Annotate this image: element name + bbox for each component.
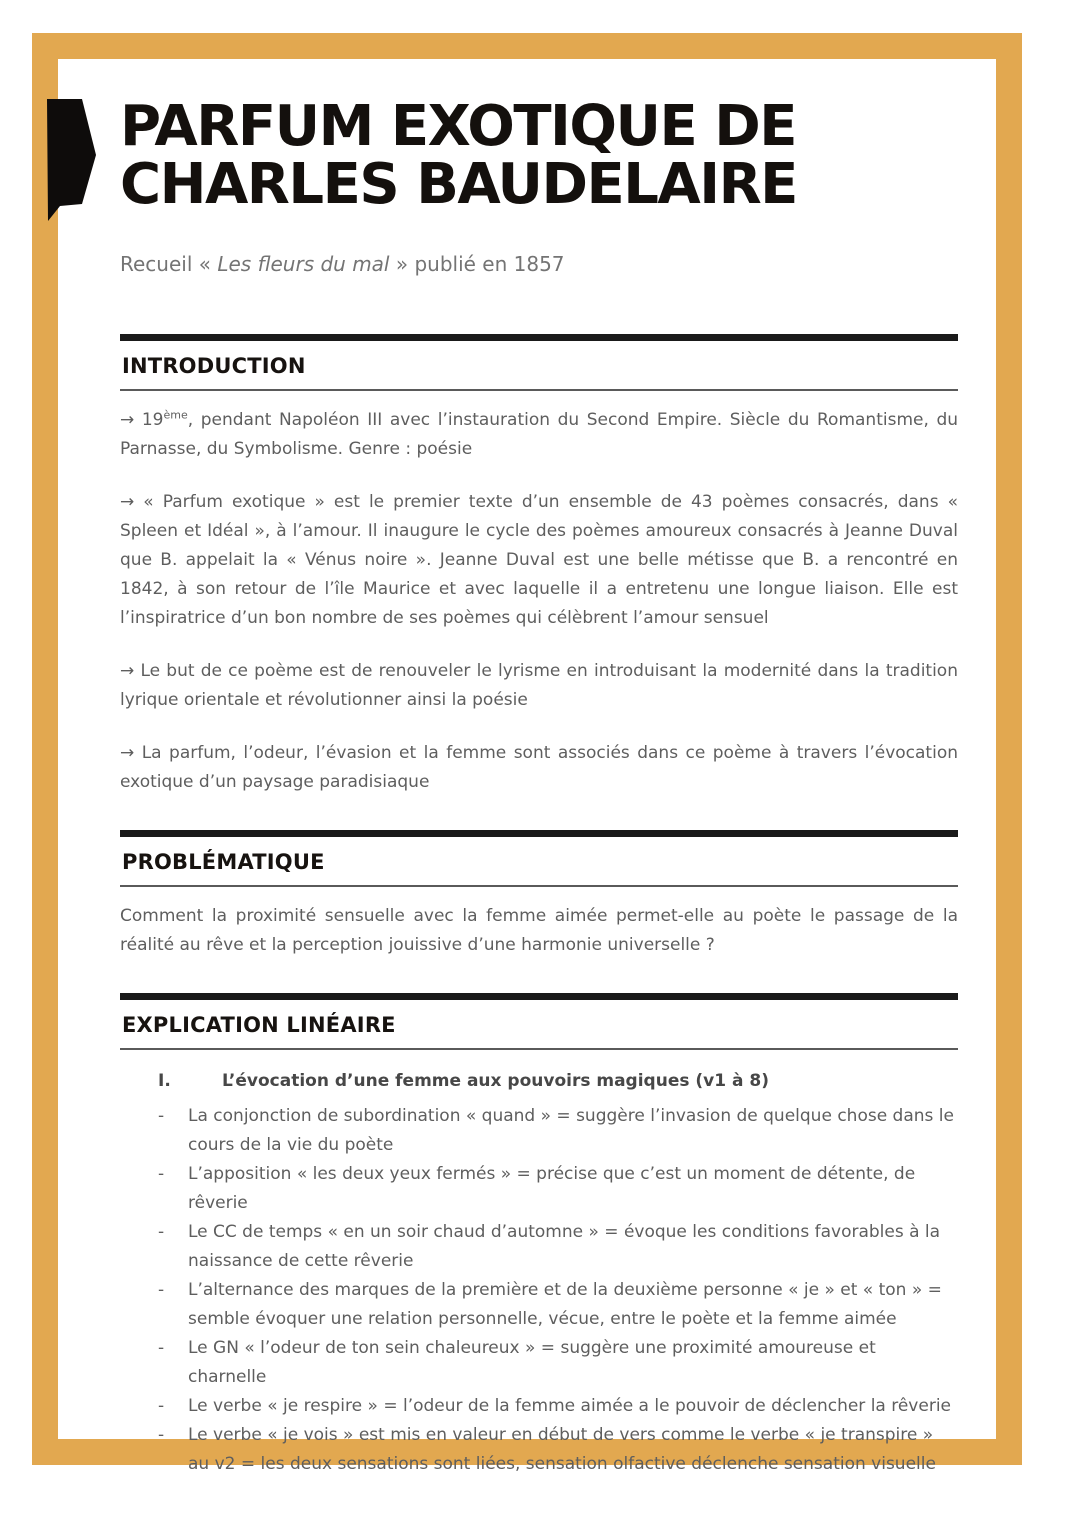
- section-explication-lineaire: [120, 993, 958, 1479]
- bookmark-icon: [45, 97, 97, 223]
- intro-paragraph-3: → Le but de ce poème est de renouveler le lyrisme en introduisant la modernité dans la tradition lyrique orientale et révolutionner ainsi la poésie: [120, 660, 958, 710]
- section-problematique-heading: PROBLÉMATIQUE: [122, 849, 325, 874]
- intro-p1-rest: , pendant Napoléon III avec l’instauration du Second Empire. Siècle du Romantisme, du Parnasse, du Symbolisme. Genre : poésie: [120, 409, 959, 459]
- section-introduction-heading: INTRODUCTION: [122, 353, 306, 378]
- bullet-dash: -: [158, 1337, 165, 1358]
- intro-paragraph-1: [120, 406, 958, 464]
- list-item: [158, 1160, 958, 1218]
- explication-part-1-title: L’évocation d’une femme aux pouvoirs magiques (v1 à 8): [222, 1070, 769, 1091]
- list-item: [158, 1334, 958, 1392]
- bullet-dash: -: [158, 1279, 165, 1300]
- bullet-text: L’alternance des marques de la première et de la deuxième personne « je » et « ton » = semble évoquer une relation personnelle, vécue, entre le poète et la femme aimée: [188, 1279, 942, 1329]
- bullet-dash: -: [158, 1424, 165, 1445]
- section-explication-heading: EXPLICATION LINÉAIRE: [122, 1012, 396, 1037]
- intro-paragraph-2: → « Parfum exotique » est le premier texte d’un ensemble de 43 poèmes consacrés, dans « Spleen et Idéal », à l’amour. Il inaugure le cycle des poèmes amoureux consacrés à Jeanne Duval que B. appelait la « Vénus noire ». Jeanne Duval est une belle métisse que B. a rencontré en 1842, à son retour de l’île Maurice et avec laquelle il a entretenu une longue liaison. Elle est l’inspiratrice d’un bon nombre de ses poèmes qui célèbrent l’amour sensuel: [120, 491, 958, 628]
- bullet-text: Le GN « l’odeur de ton sein chaleureux » = suggère une proximité amoureuse et charnelle: [188, 1337, 876, 1387]
- list-item: [158, 1392, 958, 1421]
- bullet-text: Le CC de temps « en un soir chaud d’automne » = évoque les conditions favorables à la naissance de cette rêverie: [188, 1221, 941, 1271]
- explication-part-1-title-row: [158, 1067, 958, 1096]
- bullet-dash: -: [158, 1395, 165, 1416]
- subtitle-suffix: » publié en 1857: [389, 251, 565, 276]
- intro-paragraph-4: → La parfum, l’odeur, l’évasion et la femme sont associés dans ce poème à travers l’évocation exotique d’un paysage paradisiaque: [120, 742, 958, 792]
- section-problematique-body: [120, 887, 958, 960]
- subtitle-work-title: Les fleurs du mal: [217, 251, 390, 276]
- explication-bullet-list: [158, 1102, 958, 1479]
- bullet-text: Le verbe « je respire » = l’odeur de la femme aimée a le pouvoir de déclencher la rêverie: [188, 1395, 951, 1416]
- list-item: [158, 1421, 958, 1479]
- bullet-text: La conjonction de subordination « quand » = suggère l’invasion de quelque chose dans le cours de la vie du poète: [188, 1105, 954, 1155]
- list-item: [158, 1102, 958, 1160]
- bullet-dash: -: [158, 1105, 165, 1126]
- section-introduction: [120, 334, 958, 797]
- intro-p1-start: → 19: [120, 409, 164, 430]
- page-title-line2: CHARLES BAUDELAIRE: [120, 152, 797, 217]
- explication-part-1-numeral: I.: [158, 1070, 171, 1091]
- section-problematique-header: [120, 830, 958, 887]
- section-introduction-header: [120, 334, 958, 391]
- section-explication-header: [120, 993, 958, 1050]
- bullet-dash: -: [158, 1163, 165, 1184]
- intro-p1-superscript: ème: [163, 407, 188, 421]
- section-problematique: [120, 830, 958, 960]
- page-title-line1: PARFUM EXOTIQUE DE: [120, 94, 796, 159]
- section-explication-body: [120, 1050, 958, 1479]
- subtitle-prefix: Recueil «: [120, 251, 218, 276]
- section-introduction-body: [120, 391, 958, 797]
- bullet-text: Le verbe « je vois » est mis en valeur en début de vers comme le verbe « je transpire » au v2 = les deux sensations sont liées, sensation olfactive déclenche sensation visuelle: [188, 1424, 936, 1474]
- list-item: [158, 1218, 958, 1276]
- bullet-dash: -: [158, 1221, 165, 1242]
- page-subtitle: [120, 252, 958, 276]
- list-item: [158, 1276, 958, 1334]
- page-title: [120, 94, 958, 217]
- problematique-paragraph: Comment la proximité sensuelle avec la femme aimée permet-elle au poète le passage de la réalité au rêve et la perception jouissive d’une harmonie universelle ?: [120, 905, 958, 955]
- bullet-text: L’apposition « les deux yeux fermés » = précise que c’est un moment de détente, de rêverie: [188, 1163, 916, 1213]
- page-content: [120, 0, 958, 1479]
